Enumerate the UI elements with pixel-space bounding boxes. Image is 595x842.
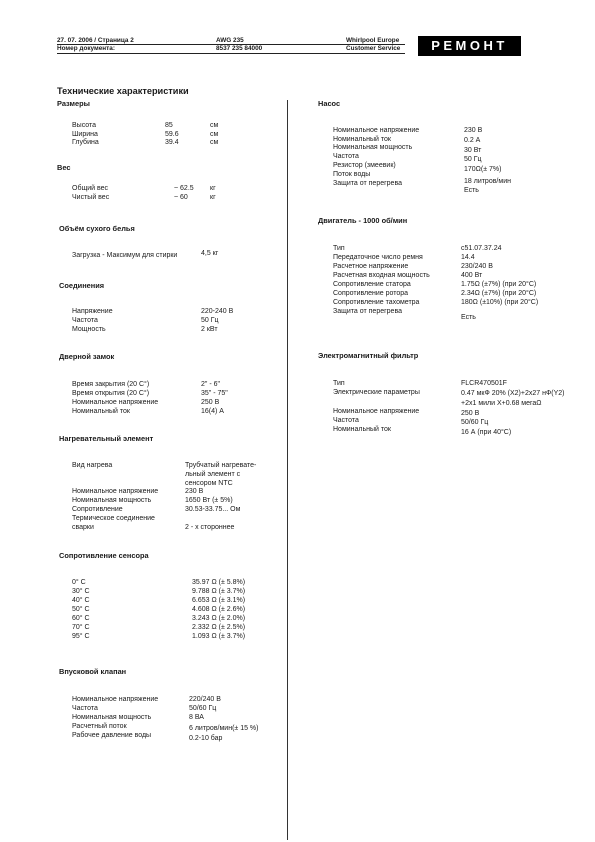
row-value: 1.093 Ω (± 3.7%) bbox=[192, 633, 246, 640]
row-value: 8 ВА bbox=[189, 714, 204, 721]
row-label: Частота bbox=[333, 153, 359, 160]
row-value: 35.97 Ω (± 5.8%) bbox=[192, 579, 246, 586]
row-label: Сопротивление ротора bbox=[333, 290, 409, 297]
row-value: 16 А (при 40°C) bbox=[461, 429, 512, 436]
column-divider bbox=[287, 100, 288, 840]
row-value: 2" - 6" bbox=[201, 381, 220, 388]
section-title-emi-filter: Электромагнитный фильтр bbox=[318, 351, 419, 360]
row-value: 250 В bbox=[201, 399, 220, 406]
row-value: с51.07.37.24 bbox=[461, 245, 502, 252]
row-label: Время закрытия (20 C°) bbox=[72, 381, 150, 388]
row-label: Номинальное напряжение bbox=[72, 488, 159, 495]
row-label: 50° C bbox=[72, 606, 90, 613]
repair-banner: РЕМОНТ bbox=[418, 36, 521, 56]
row-label: Номинальный ток bbox=[72, 408, 130, 415]
row-value: 2.332 Ω (± 2.5%) bbox=[192, 624, 246, 631]
row-label: Защита от перегрева bbox=[333, 308, 402, 315]
row-value: 85 bbox=[165, 122, 173, 129]
row-label: Частота bbox=[333, 417, 359, 424]
row-value: 6.653 Ω (± 3.1%) bbox=[192, 597, 246, 604]
row-label: Вид нагрева bbox=[72, 462, 113, 469]
header-divider bbox=[57, 53, 405, 54]
row-value: 30.53-33.75... Ом bbox=[185, 506, 241, 513]
row-value: 0.2-10 бар bbox=[189, 735, 223, 742]
row-value: ~ 60 bbox=[174, 194, 188, 201]
row-value: 0.2 А bbox=[464, 137, 481, 144]
row-label: 30° C bbox=[72, 588, 90, 595]
row-label: Номинальное напряжение bbox=[333, 127, 420, 134]
row-value: 6 литров/мин(± 15 %) bbox=[189, 725, 259, 732]
heater-type-line: льный элемент с bbox=[185, 471, 241, 478]
row-label: Поток воды bbox=[333, 171, 371, 178]
row-unit: кг bbox=[210, 185, 216, 192]
row-label: Номинальное напряжение bbox=[333, 408, 420, 415]
row-label: Номинальная мощность bbox=[72, 714, 152, 721]
row-value: 230/240 В bbox=[461, 263, 493, 270]
row-value: 3.243 Ω (± 2.0%) bbox=[192, 615, 246, 622]
row-value: +2x1 мили X+0.68 мегаΩ bbox=[461, 400, 542, 407]
section-title-weight: Вес bbox=[57, 163, 71, 172]
row-label: Расчетная входная мощность bbox=[333, 272, 430, 279]
row-label: Номинальное напряжение bbox=[72, 399, 159, 406]
row-unit: см bbox=[210, 139, 219, 146]
row-value: 50 Гц bbox=[201, 317, 219, 324]
row-value: 1650 Вт (± 5%) bbox=[185, 497, 233, 504]
row-label: Сопротивление статора bbox=[333, 281, 411, 288]
row-value: 2.34Ω (±7%) (при 20°C) bbox=[461, 290, 537, 297]
row-label: Напряжение bbox=[72, 308, 113, 315]
row-label: Сопротивление тахометра bbox=[333, 299, 420, 306]
row-unit: см bbox=[210, 122, 219, 129]
row-value: 230 В bbox=[464, 127, 483, 134]
row-value: 250 В bbox=[461, 410, 480, 417]
row-value: 220/240 В bbox=[189, 696, 221, 703]
row-label: Глубина bbox=[72, 139, 99, 146]
page-title: Технические характеристики bbox=[57, 86, 189, 96]
row-label: Передаточное число ремня bbox=[333, 254, 423, 261]
row-value: 4.608 Ω (± 2.6%) bbox=[192, 606, 246, 613]
row-label: Частота bbox=[72, 317, 98, 324]
row-label: Тип bbox=[333, 380, 345, 387]
row-value: ~ 62.5 bbox=[174, 185, 194, 192]
row-label: Номинальный ток bbox=[333, 426, 391, 433]
row-label: 60° C bbox=[72, 615, 90, 622]
row-value: 1.75Ω (±7%) (при 20°C) bbox=[461, 281, 537, 288]
row-value: 2 - х стороннее bbox=[185, 524, 235, 531]
section-title-load: Объём сухого белья bbox=[59, 224, 135, 233]
row-value: 50 Гц bbox=[464, 156, 482, 163]
row-value: 16(4) А bbox=[201, 408, 224, 415]
header-doc-number: 8537 235 84000 bbox=[216, 45, 263, 52]
row-value: 180Ω (±10%) (при 20°C) bbox=[461, 299, 539, 306]
section-title-inlet-valve: Впусковой клапан bbox=[59, 667, 127, 676]
heater-type-line: сенсором NTC bbox=[185, 480, 233, 487]
row-value: FLCR470501F bbox=[461, 380, 507, 387]
row-label: 70° C bbox=[72, 624, 90, 631]
section-title-heater: Нагревательный элемент bbox=[59, 434, 154, 443]
row-label: Расчетный поток bbox=[72, 723, 127, 730]
row-label: Резистор (змеевик) bbox=[333, 162, 396, 169]
section-title-dimensions: Размеры bbox=[57, 99, 90, 108]
header-divider bbox=[57, 44, 405, 45]
row-label: 40° C bbox=[72, 597, 90, 604]
section-title-pump: Насос bbox=[318, 99, 341, 108]
section-title-sensor: Сопротивление сенсора bbox=[59, 551, 149, 560]
row-value: 170Ω(± 7%) bbox=[464, 166, 502, 173]
row-value: Есть bbox=[461, 314, 476, 321]
row-label: Расчетное напряжение bbox=[333, 263, 409, 270]
section-title-connections: Соединения bbox=[59, 281, 105, 290]
row-label: Высота bbox=[72, 122, 97, 129]
row-value: 39.4 bbox=[165, 139, 179, 146]
row-unit: кг bbox=[210, 194, 216, 201]
header-doc-number-label: Номер документа: bbox=[57, 45, 115, 52]
row-label: Номинальная мощность bbox=[72, 497, 152, 504]
row-value: 14.4 bbox=[461, 254, 475, 261]
row-label: Защита от перегрева bbox=[333, 180, 402, 187]
row-unit: см bbox=[210, 130, 219, 138]
row-value: 59.6 bbox=[165, 130, 179, 138]
row-value: 220-240 В bbox=[201, 308, 234, 315]
header-date-page: 27. 07. 2006 / Страница 2 bbox=[57, 37, 134, 44]
section-title-door-lock: Дверной замок bbox=[59, 352, 115, 361]
row-label: Рабочее давление воды bbox=[72, 732, 152, 739]
row-value: 400 Вт bbox=[461, 272, 483, 279]
row-value: 30 Вт bbox=[464, 147, 482, 154]
header-service: Customer Service bbox=[346, 45, 401, 52]
row-value: 50/60 Гц bbox=[461, 419, 489, 426]
row-label: Сопротивление bbox=[72, 506, 123, 513]
header-company: Whirlpool Europe bbox=[346, 37, 400, 44]
row-label: Номинальный ток bbox=[333, 136, 391, 143]
row-value: 18 литров/мин bbox=[464, 178, 511, 185]
row-value: 2 кВт bbox=[201, 326, 218, 333]
row-value: 50/60 Гц bbox=[189, 705, 217, 712]
row-label: сварки bbox=[72, 524, 94, 531]
row-label: 0° C bbox=[72, 579, 86, 586]
row-label: Время открытия (20 C°) bbox=[72, 390, 150, 397]
row-value: 35" - 75" bbox=[201, 390, 228, 397]
row-label: 95° C bbox=[72, 633, 90, 640]
row-label: Ширина bbox=[72, 130, 98, 138]
row-label: Номинальная мощность bbox=[333, 144, 413, 151]
header-model: AWG 235 bbox=[216, 37, 244, 44]
row-value: Есть bbox=[464, 187, 479, 194]
row-value: 4,5 кг bbox=[201, 250, 219, 257]
row-label: Номинальное напряжение bbox=[72, 696, 159, 703]
heater-weld-label: Термическое соединение bbox=[72, 515, 155, 522]
row-label: Загрузка - Максимум для стирки bbox=[72, 252, 178, 259]
section-title-motor: Двигатель - 1000 об/мин bbox=[318, 216, 408, 225]
row-value: Трубчатый нагревате- bbox=[185, 462, 257, 469]
row-label: Чистый вес bbox=[72, 194, 110, 201]
row-value: 9.788 Ω (± 3.7%) bbox=[192, 588, 246, 595]
row-value: 230 В bbox=[185, 488, 204, 495]
row-label: Электрические параметры bbox=[333, 389, 420, 396]
row-label: Тип bbox=[333, 245, 345, 252]
row-label: Мощность bbox=[72, 326, 106, 333]
row-label: Частота bbox=[72, 705, 98, 712]
row-value: 0.47 мкФ 20% (X2)+2x27 нФ(Y2) bbox=[461, 390, 565, 397]
row-label: Общий вес bbox=[72, 185, 109, 192]
